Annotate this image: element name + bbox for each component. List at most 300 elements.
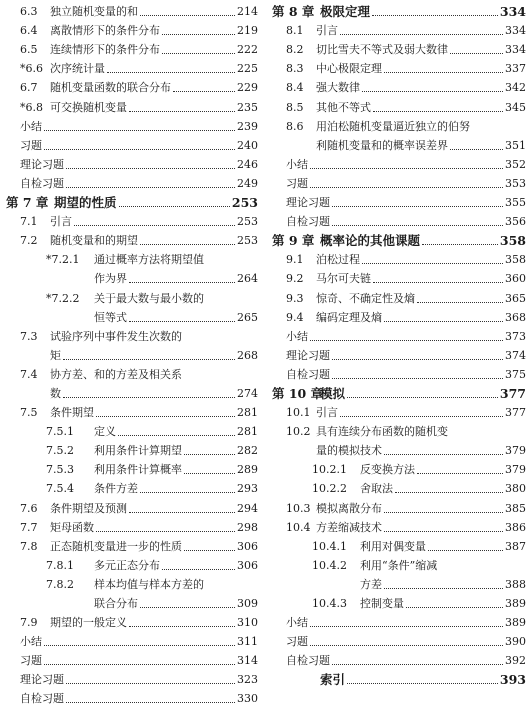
toc-entry-title: 离散情形下的条件分布 bbox=[50, 24, 160, 38]
toc-entry-title: 随机变量和的期望 bbox=[50, 234, 138, 248]
toc-entry-title: 自检习题 bbox=[20, 176, 64, 190]
toc-entry-title: 条件期望及预测 bbox=[50, 501, 127, 515]
toc-entry bbox=[6, 288, 258, 307]
toc-entry-title: 引言 bbox=[50, 215, 72, 229]
toc-entry-title: 引言 bbox=[316, 406, 338, 420]
toc-entry-number: 10.1 bbox=[286, 406, 311, 420]
toc-entry-number: 7.5.3 bbox=[46, 463, 74, 477]
toc-entry-page-number: 389 bbox=[505, 597, 526, 610]
toc-entry-title: 量的模拟技术 bbox=[316, 444, 382, 458]
dot-leader bbox=[129, 511, 235, 513]
toc-entry-title: 编码定理及熵 bbox=[316, 310, 382, 324]
dot-leader bbox=[96, 530, 235, 532]
toc-entry-title: 控制变量 bbox=[360, 597, 404, 610]
toc-entry-page-number: 235 bbox=[237, 100, 258, 114]
toc-entry bbox=[6, 632, 258, 651]
toc-entry bbox=[272, 403, 526, 422]
dot-leader bbox=[96, 415, 235, 417]
toc-entry-number: 8.5 bbox=[286, 100, 304, 114]
dot-leader bbox=[384, 587, 503, 589]
toc-entry-page-number: 387 bbox=[505, 539, 526, 553]
toc-entry-page-number: 355 bbox=[505, 196, 526, 210]
toc-chapter-entry bbox=[272, 384, 526, 403]
dot-leader bbox=[129, 320, 235, 322]
toc-entry bbox=[6, 231, 258, 250]
toc-entry-page-number: 281 bbox=[237, 425, 258, 439]
dot-leader bbox=[44, 663, 235, 665]
toc-entry-page-number: 365 bbox=[505, 291, 526, 305]
dot-leader bbox=[332, 224, 503, 226]
dot-leader bbox=[450, 52, 503, 54]
dot-leader bbox=[395, 491, 503, 493]
toc-entry-page-number: 345 bbox=[505, 100, 526, 114]
toc-entry-page-number: 368 bbox=[505, 310, 526, 324]
toc-entry-page-number: 389 bbox=[505, 616, 526, 630]
toc-entry-title: 利用条件计算期望 bbox=[94, 444, 182, 458]
toc-entry bbox=[272, 250, 526, 269]
toc-entry-title: 多元正态分布 bbox=[94, 558, 160, 572]
toc-entry-title: 极限定理 bbox=[320, 4, 371, 20]
toc-entry-number: 8.2 bbox=[286, 43, 304, 57]
toc-entry-page-number: 334 bbox=[505, 43, 526, 57]
toc-entry-title: 理论习题 bbox=[286, 348, 330, 362]
toc-entry bbox=[272, 327, 526, 346]
toc-entry bbox=[6, 59, 258, 78]
dot-leader bbox=[372, 14, 498, 16]
toc-entry-number: 10.2.2 bbox=[312, 482, 347, 496]
toc-entry-title: 关于最大数与最小数的 bbox=[94, 291, 204, 305]
toc-entry-page-number: 274 bbox=[237, 386, 258, 400]
dot-leader bbox=[129, 110, 235, 112]
toc-entry-page-number: 358 bbox=[505, 253, 526, 267]
toc-entry-title: 小结 bbox=[286, 157, 308, 171]
toc-entry-page-number: 253 bbox=[237, 215, 258, 229]
dot-leader bbox=[450, 148, 503, 150]
toc-entry-number: 7.8.1 bbox=[46, 558, 74, 572]
toc-entry-title: 联合分布 bbox=[94, 597, 138, 610]
toc-entry-number: 10.4.2 bbox=[312, 558, 347, 572]
toc-entry bbox=[272, 346, 526, 365]
toc-entry-page-number: 268 bbox=[237, 348, 258, 362]
toc-entry-title: 小结 bbox=[20, 635, 42, 649]
toc-entry bbox=[272, 288, 526, 307]
toc-entry bbox=[272, 59, 526, 78]
toc-entry-title: 小结 bbox=[20, 119, 42, 133]
toc-entry-title: 试验序列中事件发生次数的 bbox=[50, 329, 182, 343]
toc-entry bbox=[272, 193, 526, 212]
toc-entry-title: 小结 bbox=[286, 329, 308, 343]
dot-leader bbox=[140, 14, 235, 16]
toc-entry-number: 10.2 bbox=[286, 425, 311, 439]
dot-leader bbox=[373, 110, 503, 112]
toc-entry-page-number: 356 bbox=[505, 215, 526, 229]
toc-entry-title: 惊奇、不确定性及熵 bbox=[316, 291, 415, 305]
toc-entry-page-number: 281 bbox=[237, 406, 258, 420]
toc-entry-number: 10.3 bbox=[286, 501, 311, 515]
dot-leader bbox=[384, 320, 503, 322]
toc-entry-page-number: 393 bbox=[499, 672, 526, 688]
dot-leader bbox=[140, 606, 235, 608]
dot-leader bbox=[173, 90, 235, 92]
toc-entry-number: 6.5 bbox=[20, 43, 38, 57]
dot-leader bbox=[63, 396, 235, 398]
toc-entry-number: 7.8 bbox=[20, 539, 38, 553]
toc-entry-page-number: 294 bbox=[237, 501, 258, 515]
toc-entry bbox=[272, 575, 526, 594]
toc-entry-number: *7.2.2 bbox=[46, 291, 80, 305]
toc-entry bbox=[272, 155, 526, 174]
toc-entry-title: 具有连续分布函数的随机变 bbox=[316, 425, 448, 439]
toc-entry-number: 10.4.3 bbox=[312, 597, 347, 610]
toc-entry-number: 9.3 bbox=[286, 291, 304, 305]
toc-entry-number: 8.4 bbox=[286, 81, 304, 95]
toc-entry-number: 7.3 bbox=[20, 329, 38, 343]
toc-entry-title: 模拟 bbox=[320, 385, 346, 401]
toc-entry-title: 条件期望 bbox=[50, 406, 94, 420]
toc-entry-title: 小结 bbox=[286, 616, 308, 630]
toc-entry-page-number: 360 bbox=[505, 272, 526, 286]
dot-leader bbox=[373, 281, 503, 283]
toc-entry bbox=[6, 441, 258, 460]
toc-entry-number: 第 8 章 bbox=[272, 4, 315, 20]
toc-entry-page-number: 298 bbox=[237, 520, 258, 534]
toc-entry-page-number: 353 bbox=[505, 176, 526, 190]
dot-leader bbox=[162, 52, 235, 54]
dot-leader bbox=[107, 71, 235, 73]
toc-entry bbox=[6, 670, 258, 689]
toc-entry-title: 可交换随机变量 bbox=[50, 100, 127, 114]
toc-entry bbox=[272, 479, 526, 498]
toc-entry-page-number: 337 bbox=[505, 62, 526, 76]
dot-leader bbox=[428, 549, 503, 551]
toc-entry-title: 矩 bbox=[50, 348, 61, 362]
toc-entry-page-number: 314 bbox=[237, 654, 258, 668]
toc-entry-page-number: 240 bbox=[237, 138, 258, 152]
toc-entry-page-number: 219 bbox=[237, 24, 258, 38]
toc-entry bbox=[6, 460, 258, 479]
toc-entry-title: 正态随机变量进一步的性质 bbox=[50, 539, 182, 553]
toc-entry bbox=[272, 97, 526, 116]
toc-entry bbox=[6, 117, 258, 136]
toc-entry bbox=[272, 594, 526, 613]
dot-leader bbox=[140, 243, 235, 245]
toc-entry-page-number: 323 bbox=[237, 673, 258, 687]
toc-entry-number: 7.7 bbox=[20, 520, 38, 534]
toc-entry-page-number: 310 bbox=[237, 616, 258, 630]
dot-leader bbox=[332, 358, 503, 360]
toc-entry bbox=[272, 40, 526, 59]
toc-entry-page-number: 253 bbox=[231, 195, 258, 211]
dot-leader bbox=[406, 606, 503, 608]
toc-entry-number: 7.6 bbox=[20, 501, 38, 515]
toc-entry-title: 作为界 bbox=[94, 272, 127, 286]
toc-entry-page-number: 309 bbox=[237, 597, 258, 610]
toc-chapter-entry bbox=[6, 193, 258, 212]
toc-entry-title: 方差 bbox=[360, 577, 382, 591]
dot-leader bbox=[66, 701, 235, 703]
toc-entry-title: 马尔可夫链 bbox=[316, 272, 371, 286]
dot-leader bbox=[119, 205, 230, 207]
toc-entry-page-number: 246 bbox=[237, 157, 258, 171]
toc-entry-page-number: 358 bbox=[499, 233, 526, 249]
toc-entry-title: 自检习题 bbox=[20, 692, 64, 706]
toc-entry-title: 连续情形下的条件分布 bbox=[50, 43, 160, 57]
toc-entry-title: 理论习题 bbox=[20, 157, 64, 171]
toc-entry-title: 强大数律 bbox=[316, 81, 360, 95]
toc-entry-page-number: 214 bbox=[237, 5, 258, 19]
toc-entry-page-number: 386 bbox=[505, 520, 526, 534]
toc-entry-number: 7.1 bbox=[20, 215, 38, 229]
toc-entry-title: 索引 bbox=[320, 672, 346, 688]
toc-entry bbox=[272, 365, 526, 384]
toc-entry bbox=[6, 498, 258, 517]
toc-entry bbox=[272, 174, 526, 193]
toc-entry bbox=[6, 2, 258, 21]
toc-entry-page-number: 380 bbox=[505, 482, 526, 496]
dot-leader bbox=[340, 415, 503, 417]
dot-leader bbox=[310, 167, 503, 169]
toc-entry-page-number: 306 bbox=[237, 558, 258, 572]
dot-leader bbox=[332, 377, 503, 379]
toc-entry-title: 期望的性质 bbox=[54, 195, 117, 211]
toc-entry-title: 切比雪夫不等式及弱大数律 bbox=[316, 43, 448, 57]
toc-entry bbox=[272, 556, 526, 575]
dot-leader bbox=[44, 644, 235, 646]
dot-leader bbox=[129, 281, 235, 283]
dot-leader bbox=[63, 358, 235, 360]
toc-entry-page-number: 334 bbox=[505, 24, 526, 38]
toc-entry-title: 利用“条件”缩减 bbox=[360, 558, 438, 572]
toc-entry-title: 自检习题 bbox=[286, 654, 330, 668]
toc-entry-number: 6.3 bbox=[20, 5, 38, 19]
toc-entry bbox=[6, 250, 258, 269]
toc-entry-title: 恒等式 bbox=[94, 310, 127, 324]
toc-entry bbox=[272, 460, 526, 479]
toc-entry-number: 7.5 bbox=[20, 406, 38, 420]
toc-entry-number: 7.5.1 bbox=[46, 425, 74, 439]
dot-leader bbox=[66, 167, 235, 169]
toc-entry-number: 9.4 bbox=[286, 310, 304, 324]
toc-entry-number: 7.4 bbox=[20, 367, 38, 381]
toc-entry-title: 独立随机变量的和 bbox=[50, 5, 138, 19]
toc-entry-title: 自检习题 bbox=[286, 367, 330, 381]
toc-entry bbox=[272, 651, 526, 670]
toc-entry-title: 概率论的其他课题 bbox=[320, 233, 421, 249]
dot-leader bbox=[362, 262, 503, 264]
toc-entry-title: 矩母函数 bbox=[50, 520, 94, 534]
toc-entry bbox=[6, 136, 258, 155]
toc-entry-number: 第 7 章 bbox=[6, 195, 49, 211]
toc-entry bbox=[6, 689, 258, 708]
toc-entry-page-number: 253 bbox=[237, 234, 258, 248]
toc-entry-title: 利随机变量和的概率误差界 bbox=[316, 138, 448, 152]
dot-leader bbox=[74, 224, 235, 226]
dot-leader bbox=[310, 339, 503, 341]
toc-entry bbox=[6, 212, 258, 231]
dot-leader bbox=[310, 186, 503, 188]
dot-leader bbox=[340, 33, 503, 35]
toc-entry bbox=[272, 441, 526, 460]
toc-chapter-entry bbox=[272, 2, 526, 21]
toc-entry-page-number: 375 bbox=[505, 367, 526, 381]
toc-entry-title: 舍取法 bbox=[360, 482, 393, 496]
toc-entry-number: 6.7 bbox=[20, 81, 38, 95]
dot-leader bbox=[384, 453, 503, 455]
toc-entry-page-number: 379 bbox=[505, 444, 526, 458]
toc-entry-page-number: 351 bbox=[505, 138, 526, 152]
toc-entry-page-number: 306 bbox=[237, 539, 258, 553]
toc-entry-title: 数 bbox=[50, 386, 61, 400]
toc-entry-page-number: 342 bbox=[505, 81, 526, 95]
toc-entry bbox=[6, 384, 258, 403]
toc-entry-title: 理论习题 bbox=[286, 196, 330, 210]
toc-entry-title: 方差缩减技术 bbox=[316, 520, 382, 534]
toc-entry bbox=[6, 269, 258, 288]
toc-entry-page-number: 390 bbox=[505, 635, 526, 649]
dot-leader bbox=[417, 301, 503, 303]
toc-entry-page-number: 334 bbox=[499, 4, 526, 20]
toc-entry-page-number: 377 bbox=[499, 385, 526, 401]
toc-entry bbox=[6, 78, 258, 97]
toc-entry bbox=[6, 651, 258, 670]
toc-entry-page-number: 385 bbox=[505, 501, 526, 515]
toc-entry-title: 理论习题 bbox=[20, 673, 64, 687]
dot-leader bbox=[44, 148, 235, 150]
toc-entry-title: 条件方差 bbox=[94, 482, 138, 496]
toc-entry-title: 其他不等式 bbox=[316, 100, 371, 114]
toc-entry-number: 第 9 章 bbox=[272, 233, 315, 249]
toc-entry bbox=[272, 422, 526, 441]
toc-entry-page-number: 388 bbox=[505, 577, 526, 591]
toc-entry-number: 10.4 bbox=[286, 520, 311, 534]
toc-left-column bbox=[6, 2, 258, 708]
dot-leader bbox=[422, 243, 498, 245]
toc-entry bbox=[6, 97, 258, 116]
toc-entry-number: 8.6 bbox=[286, 119, 304, 133]
toc-entry-number: 7.5.2 bbox=[46, 444, 74, 458]
dot-leader bbox=[66, 186, 235, 188]
toc-entry bbox=[6, 594, 258, 613]
toc-entry-number: *7.2.1 bbox=[46, 253, 80, 267]
toc-entry-page-number: 249 bbox=[237, 176, 258, 190]
toc-entry-number: 8.3 bbox=[286, 62, 304, 76]
toc-entry bbox=[6, 365, 258, 384]
toc-entry-title: 协方差、和的方差及相关系 bbox=[50, 367, 182, 381]
dot-leader bbox=[184, 549, 235, 551]
toc-entry-number: 7.9 bbox=[20, 616, 38, 630]
toc-entry bbox=[6, 155, 258, 174]
toc-entry-number: 8.1 bbox=[286, 24, 304, 38]
toc-entry-page-number: 229 bbox=[237, 81, 258, 95]
toc-entry-number: 7.2 bbox=[20, 234, 38, 248]
toc-entry bbox=[6, 575, 258, 594]
toc-entry bbox=[272, 269, 526, 288]
toc-entry-number: *6.6 bbox=[20, 62, 43, 76]
toc-entry-title: 泊松过程 bbox=[316, 253, 360, 267]
dot-leader bbox=[118, 434, 235, 436]
dot-leader bbox=[332, 663, 503, 665]
toc-entry-number: 9.2 bbox=[286, 272, 304, 286]
dot-leader bbox=[140, 491, 235, 493]
toc-entry-title: 引言 bbox=[316, 24, 338, 38]
toc-entry bbox=[6, 21, 258, 40]
dot-leader bbox=[347, 682, 498, 684]
toc-entry-title: 期望的一般定义 bbox=[50, 616, 127, 630]
toc-entry-page-number: 379 bbox=[505, 463, 526, 477]
toc-entry-number: 10.4.1 bbox=[312, 539, 347, 553]
toc-entry bbox=[272, 136, 526, 155]
toc-entry-page-number: 222 bbox=[237, 43, 258, 57]
dot-leader bbox=[66, 682, 235, 684]
toc-entry bbox=[272, 21, 526, 40]
dot-leader bbox=[129, 625, 235, 627]
dot-leader bbox=[347, 396, 498, 398]
dot-leader bbox=[384, 511, 503, 513]
toc-entry-page-number: 377 bbox=[505, 406, 526, 420]
toc-entry bbox=[272, 632, 526, 651]
toc-entry-page-number: 311 bbox=[237, 635, 258, 649]
toc-entry bbox=[6, 346, 258, 365]
toc-entry-page-number: 352 bbox=[505, 157, 526, 171]
toc-entry-page-number: 330 bbox=[237, 692, 258, 706]
toc-entry bbox=[6, 403, 258, 422]
toc-entry bbox=[272, 537, 526, 556]
toc-entry bbox=[272, 212, 526, 231]
toc-entry-page-number: 289 bbox=[237, 463, 258, 477]
toc-entry-title: 自检习题 bbox=[286, 215, 330, 229]
dot-leader bbox=[184, 453, 235, 455]
dot-leader bbox=[162, 33, 235, 35]
toc-entry-number: 10.2.1 bbox=[312, 463, 347, 477]
toc-entry bbox=[6, 518, 258, 537]
dot-leader bbox=[332, 205, 503, 207]
toc-right-column bbox=[272, 2, 526, 689]
toc-entry-title: 定义 bbox=[94, 425, 116, 439]
toc-entry bbox=[272, 78, 526, 97]
toc-entry bbox=[272, 498, 526, 517]
toc-entry bbox=[6, 479, 258, 498]
toc-entry-page-number: 293 bbox=[237, 482, 258, 496]
toc-entry bbox=[272, 613, 526, 632]
toc-entry bbox=[6, 556, 258, 575]
toc-entry-page-number: 282 bbox=[237, 444, 258, 458]
toc-entry bbox=[6, 174, 258, 193]
toc-entry bbox=[6, 537, 258, 556]
toc-entry-title: 样本均值与样本方差的 bbox=[94, 577, 204, 591]
dot-leader bbox=[184, 472, 235, 474]
toc-entry-page-number: 374 bbox=[505, 348, 526, 362]
dot-leader bbox=[310, 625, 503, 627]
toc-entry-page-number: 264 bbox=[237, 272, 258, 286]
toc-entry-number: *6.8 bbox=[20, 100, 43, 114]
toc-entry-title: 用泊松随机变量逼近独立的伯努 bbox=[316, 119, 470, 133]
toc-entry bbox=[6, 308, 258, 327]
toc-entry-number: 9.1 bbox=[286, 253, 304, 267]
toc-entry-title: 利用对偶变量 bbox=[360, 539, 426, 553]
toc-entry-title: 习题 bbox=[286, 635, 308, 649]
toc-entry bbox=[272, 308, 526, 327]
dot-leader bbox=[417, 472, 503, 474]
toc-entry-number: 7.5.4 bbox=[46, 482, 74, 496]
toc-entry-title: 习题 bbox=[20, 138, 42, 152]
toc-entry-page-number: 392 bbox=[505, 654, 526, 668]
toc-entry-title: 反变换方法 bbox=[360, 463, 415, 477]
dot-leader bbox=[362, 90, 503, 92]
toc-entry bbox=[272, 518, 526, 537]
toc-entry-number: 第 10 章 bbox=[272, 385, 324, 401]
dot-leader bbox=[44, 129, 235, 131]
toc-entry-number: 7.8.2 bbox=[46, 577, 74, 591]
